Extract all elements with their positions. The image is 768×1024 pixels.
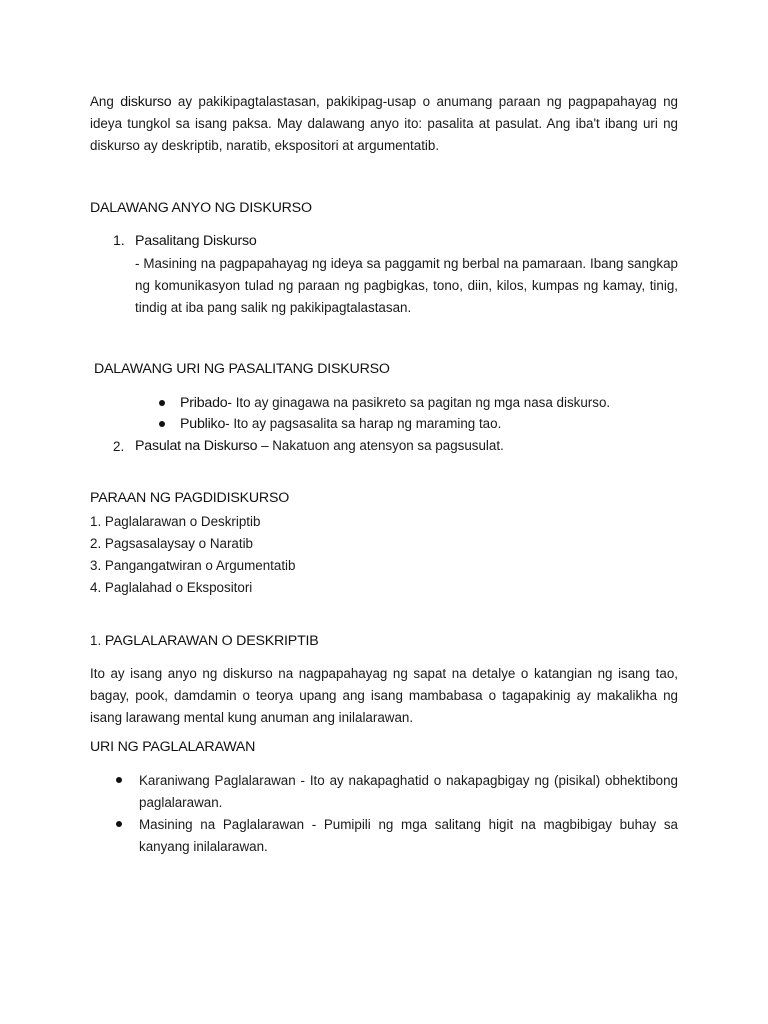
heading-dalawang-anyo: DALAWANG ANYO NG DISKURSO	[90, 200, 312, 216]
intro-prefix: Ang	[90, 94, 121, 109]
publiko-term: Publiko	[180, 416, 226, 432]
bullet-pribado	[180, 392, 610, 414]
deskriptib-paragraph: Ito ay isang anyo ng diskurso na nagpapahayag ng sapat na detalye o katangian ng isang tao, bagay, pook, damdamin o teorya upang ang isang mambabasa o tagapakinig ay makalikha ng isang larawang mental kung anuman ang inilalarawan.	[90, 666, 678, 725]
intro-body: ay pakikipagtalastasan, pakikipag-usap o anumang paraan ng pagpapahayag ng ideya tungkol sa isang paksa. May dalawang anyo ito: pasalita at pasulat. Ang iba't ibang uri ng diskurso ay deskriptib, naratib, ekspositori at argumentatib.	[90, 94, 678, 153]
uri-bullet-masining: Masining na Paglalarawan - Pumipili ng mga salitang higit na magbibigay buhay sa kanyang inilalarawan.	[139, 817, 678, 854]
bullet-icon	[159, 421, 165, 427]
heading-uri-paglalarawan: URI NG PAGLALARAWAN	[90, 739, 256, 755]
pribado-text: - Ito ay ginagawa na pasikreto sa pagitan ng mga nasa diskurso.	[227, 395, 611, 410]
item2-number: 2.	[113, 439, 125, 454]
paraan-item: 2. Pagsasalaysay o Naratib	[90, 536, 254, 551]
heading-deskriptib: PAGLALARAWAN O DESKRIPTIB	[104, 633, 319, 649]
item1-number: 1.	[113, 233, 125, 249]
bullet-icon	[116, 821, 122, 827]
intro-paragraph	[90, 91, 678, 157]
item1-description: - Masining na pagpapahayag ng ideya sa paggamit ng berbal na pamaraan. Ibang sangkap ng komunikasyon tulad ng paraan ng pagbigkas, tono, diin, kilos, kumpas ng kamay, tinig, tindig at iba pang salik ng pakikipagtalastasan.	[135, 256, 678, 315]
pribado-term: Pribado	[180, 395, 228, 411]
item2-text: – Nakatuon ang atensyon sa pagsusulat.	[257, 438, 504, 453]
intro-term: diskurso	[120, 94, 172, 110]
bullet-icon	[116, 777, 122, 783]
heading-deskriptib-row	[90, 630, 319, 652]
heading-uri-pasalita: DALAWANG URI NG PASALITANG DISKURSO	[94, 361, 390, 377]
deskriptib-number: 1.	[90, 633, 105, 648]
uri-bullet-karaniwan: Karaniwang Paglalarawan - Ito ay nakapaghatid o nakapagbigay ng (pisikal) obhektibong paglalarawan.	[139, 773, 678, 810]
item2-line	[135, 435, 504, 457]
paraan-item: 3. Pangangatwiran o Argumentatib	[90, 558, 296, 573]
paraan-item: 1. Paglalarawan o Deskriptib	[90, 514, 261, 529]
item1-title: Pasalitang Diskurso	[135, 233, 257, 249]
publiko-text: - Ito ay pagsasalita sa harap ng maraming tao.	[225, 416, 502, 431]
bullet-publiko	[180, 413, 501, 435]
item2-title: Pasulat na Diskurso	[135, 438, 258, 454]
paraan-item: 4. Paglalahad o Ekspositori	[90, 580, 253, 595]
bullet-icon	[159, 400, 165, 406]
heading-paraan: PARAAN NG PAGDIDISKURSO	[90, 490, 290, 506]
